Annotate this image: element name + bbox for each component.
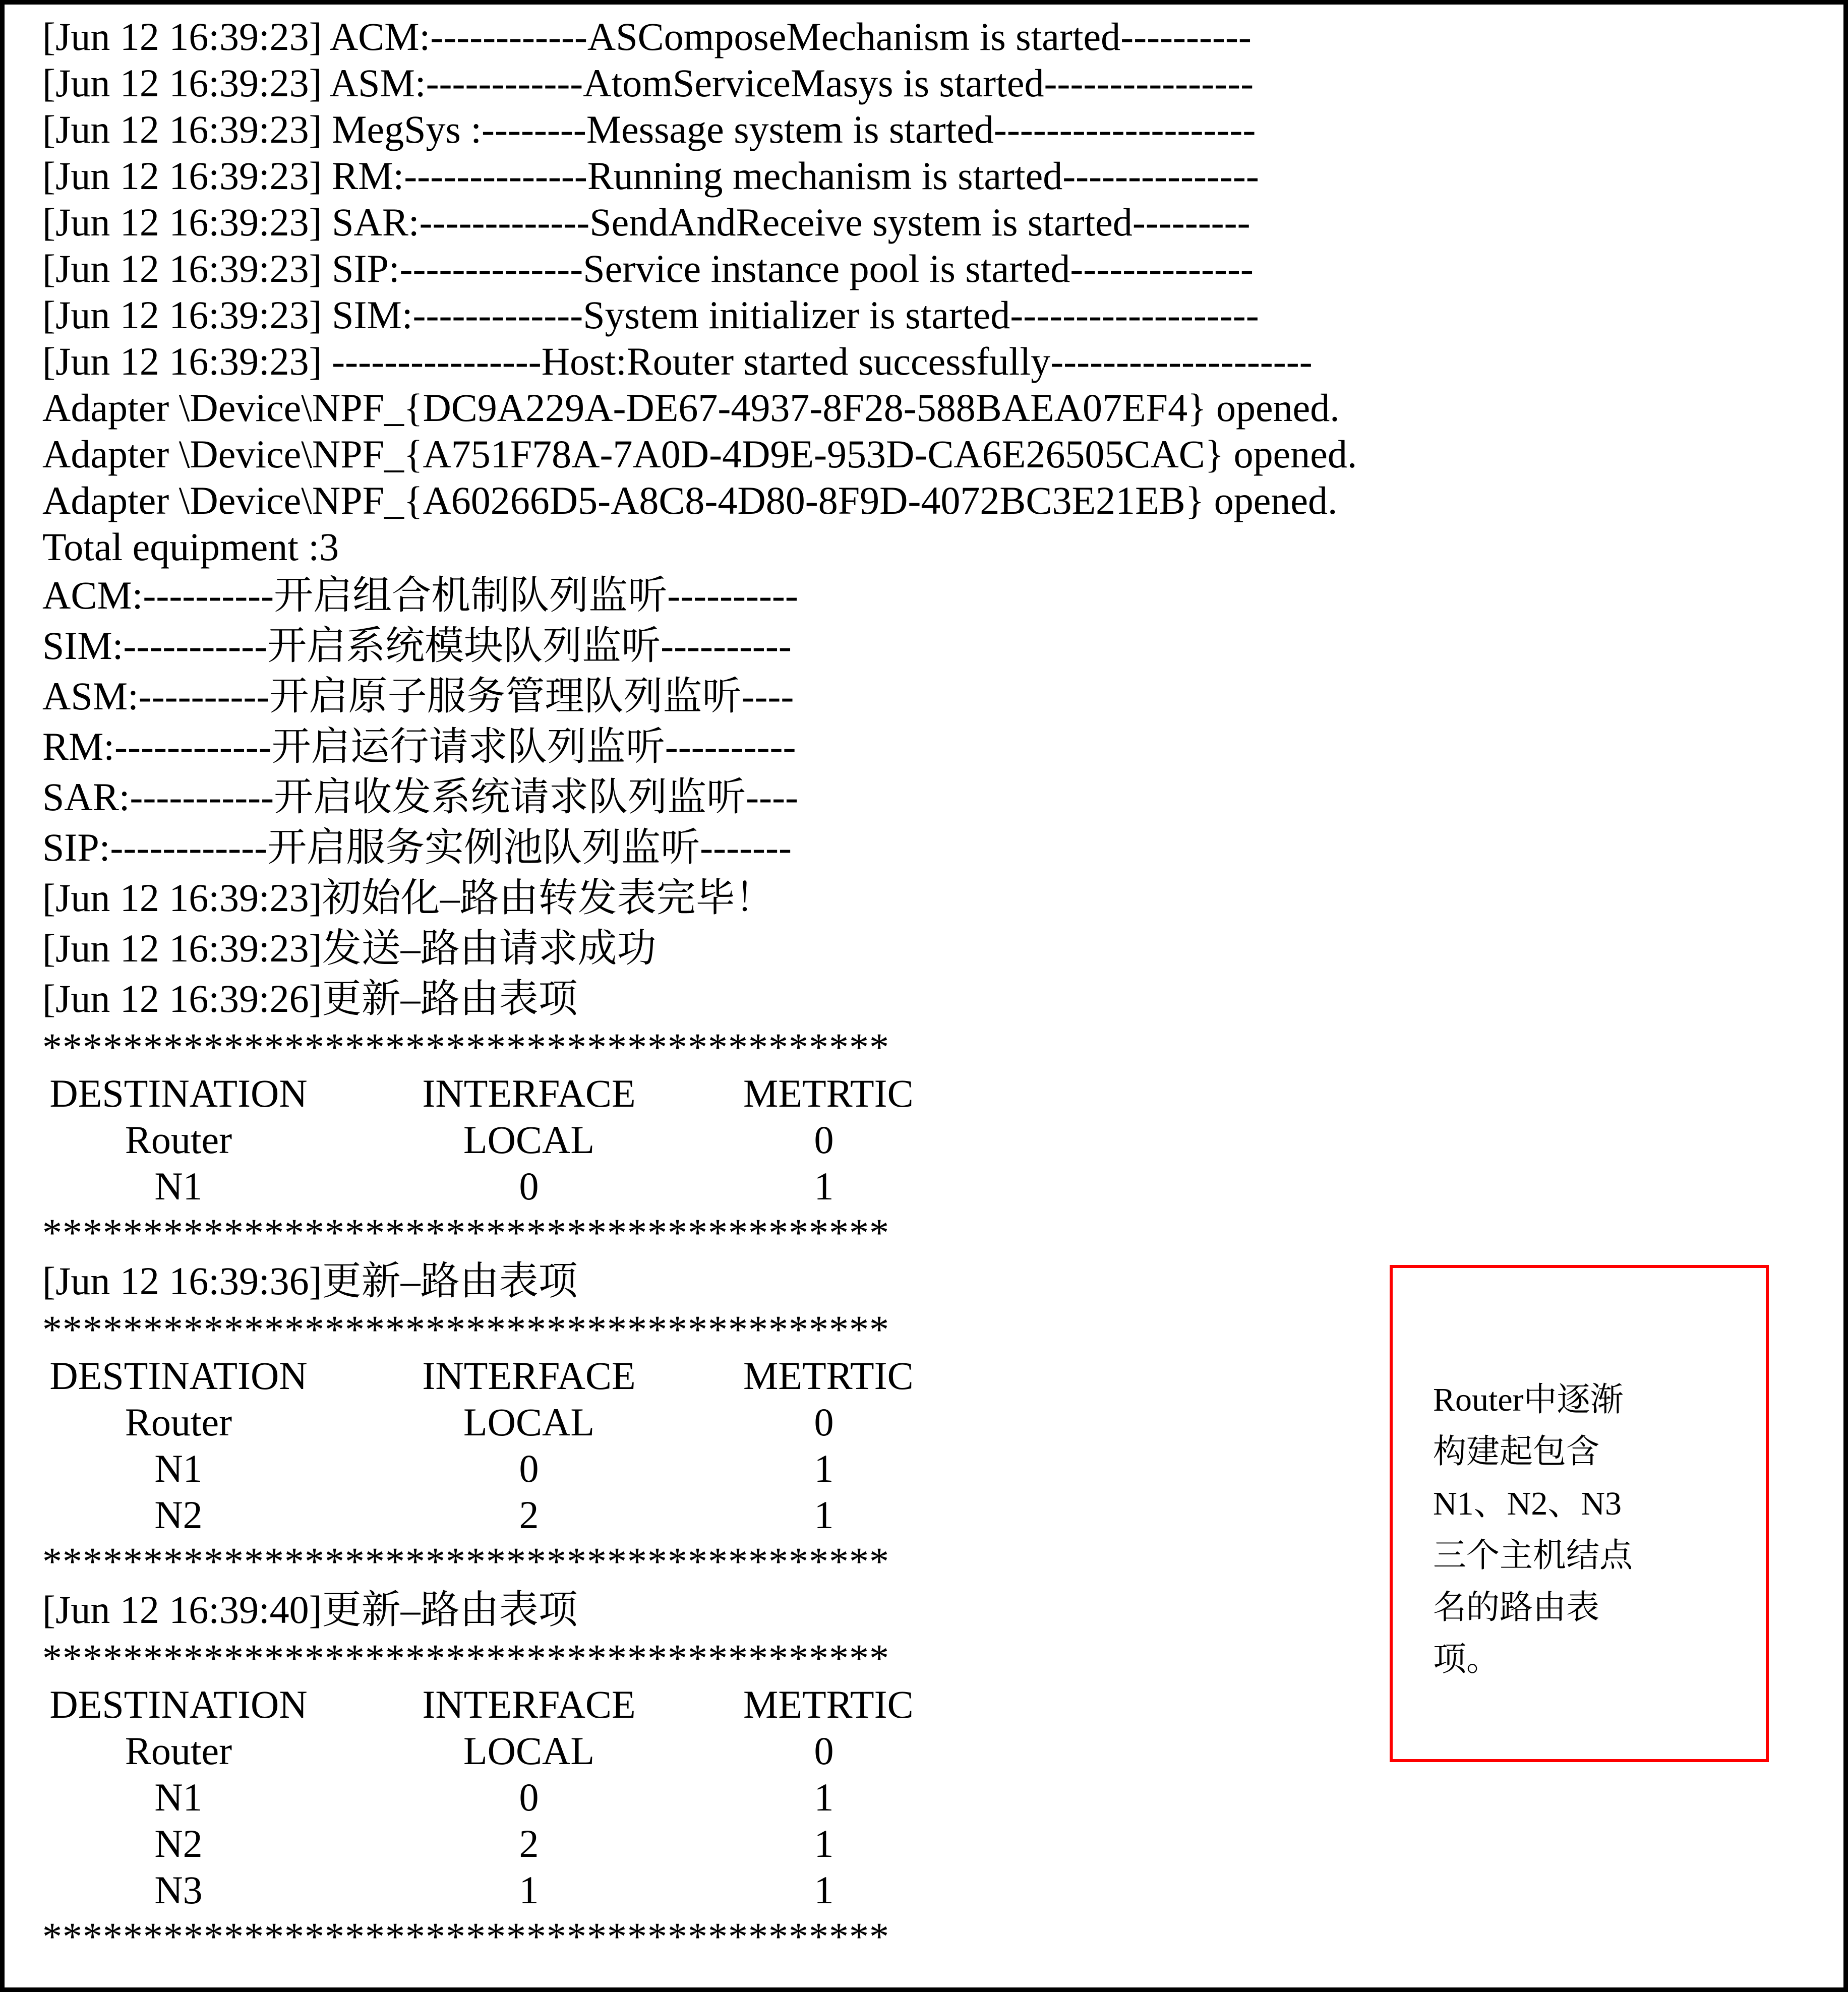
table-row: Router LOCAL 0 (125, 1118, 834, 1162)
table-row: Router LOCAL 0 (125, 1400, 834, 1444)
separator-line: ****************************************** (42, 1636, 889, 1680)
annotation-box (1390, 1265, 1769, 1762)
separator-line: ****************************************** (42, 1539, 889, 1583)
table-row: N1 0 1 (154, 1164, 834, 1208)
log-line-route-init: [Jun 12 16:39:23]初始化–路由转发表完毕！ (42, 876, 774, 920)
col-interface: INTERFACE (422, 1354, 636, 1398)
col-interface: INTERFACE (422, 1071, 636, 1115)
separator-line: ****************************************** (42, 1307, 889, 1351)
log-line-sim-listen: SIM:-----------开启系统模块队列监听---------- (42, 624, 792, 668)
table-row: N3 1 1 (154, 1868, 834, 1912)
log-line-asm-start: [Jun 12 16:39:23] ASM:------------AtomServiceMasys is started---------------- (42, 61, 1254, 105)
table-row: Router LOCAL 0 (125, 1729, 834, 1773)
log-line-adapter-1: Adapter \Device\NPF_{DC9A229A-DE67-4937-8F28-588BAEA07EF4} opened. (42, 386, 1340, 430)
log-line-asm-listen: ASM:----------开启原子服务管理队列监听---- (42, 674, 794, 718)
col-interface: INTERFACE (422, 1682, 636, 1726)
log-line-route-update-3: [Jun 12 16:39:40]更新–路由表项 (42, 1588, 578, 1632)
col-metric: METRTIC (743, 1071, 914, 1115)
log-line-acm-listen: ACM:----------开启组合机制队列监听---------- (42, 573, 798, 617)
log-line-rm-start: [Jun 12 16:39:23] RM:--------------Running mechanism is started--------------- (42, 154, 1259, 198)
annotation-text: 项。 (1433, 1641, 1500, 1678)
table-row: N2 2 1 (154, 1822, 834, 1865)
log-line-adapter-3: Adapter \Device\NPF_{A60266D5-A8C8-4D80-8F9D-4072BC3E21EB} opened. (42, 478, 1338, 522)
log-line-route-update-1: [Jun 12 16:39:26]更新–路由表项 (42, 977, 578, 1020)
annotation-text: Router中逐渐 (1433, 1381, 1624, 1418)
log-line-acm-start: [Jun 12 16:39:23] ACM:------------ASComposeMechanism is started---------- (42, 15, 1251, 58)
route-table-1-header (42, 1070, 914, 1117)
log-line-sip-listen: SIP:------------开启服务实例池队列监听------- (42, 825, 792, 869)
table-row: N2 2 1 (154, 1493, 834, 1537)
log-line-host-started: [Jun 12 16:39:23] ----------------Host:Router started successfully-------------------- (42, 339, 1313, 383)
annotation-text: 构建起包含 (1433, 1433, 1599, 1470)
log-line-route-update-2: [Jun 12 16:39:36]更新–路由表项 (42, 1259, 578, 1303)
table-row: N1 0 1 (154, 1775, 834, 1819)
log-line-sim-start: [Jun 12 16:39:23] SIM:-------------System initializer is started------------------- (42, 293, 1259, 337)
separator-line: ****************************************** (42, 1025, 889, 1069)
col-destination: DESTINATION (49, 1354, 308, 1398)
log-line-sar-listen: SAR:-----------开启收发系统请求队列监听---- (42, 775, 799, 819)
log-line-rm-listen: RM:------------开启运行请求队列监听---------- (42, 725, 796, 768)
log-line-sar-start: [Jun 12 16:39:23] SAR:-------------SendAndReceive system is started--------- (42, 200, 1250, 244)
annotation-text: 三个主机结点 (1433, 1537, 1633, 1574)
log-line-route-request: [Jun 12 16:39:23]发送–路由请求成功 (42, 926, 657, 970)
col-metric: METRTIC (743, 1682, 914, 1726)
log-line-megsys-start: [Jun 12 16:39:23] MegSys :--------Message system is started-------------------- (42, 107, 1256, 151)
col-destination: DESTINATION (49, 1682, 308, 1726)
table-row: N1 0 1 (154, 1446, 834, 1490)
route-table-3-header (42, 1681, 914, 1728)
log-line-sip-start: [Jun 12 16:39:23] SIP:--------------Service instance pool is started-------------- (42, 247, 1254, 290)
col-metric: METRTIC (743, 1354, 914, 1398)
log-line-adapter-2: Adapter \Device\NPF_{A751F78A-7A0D-4D9E-953D-CA6E26505CAC} opened. (42, 432, 1357, 476)
annotation-text: 名的路由表 (1433, 1589, 1599, 1626)
route-table-2-header (42, 1353, 914, 1399)
log-line-total-equipment: Total equipment :3 (42, 525, 339, 569)
separator-line: ****************************************** (42, 1914, 889, 1958)
separator-line: ****************************************** (42, 1211, 889, 1254)
annotation-text: N1、N2、N3 (1433, 1485, 1622, 1522)
col-destination: DESTINATION (49, 1071, 308, 1115)
log-content (42, 14, 1357, 1960)
